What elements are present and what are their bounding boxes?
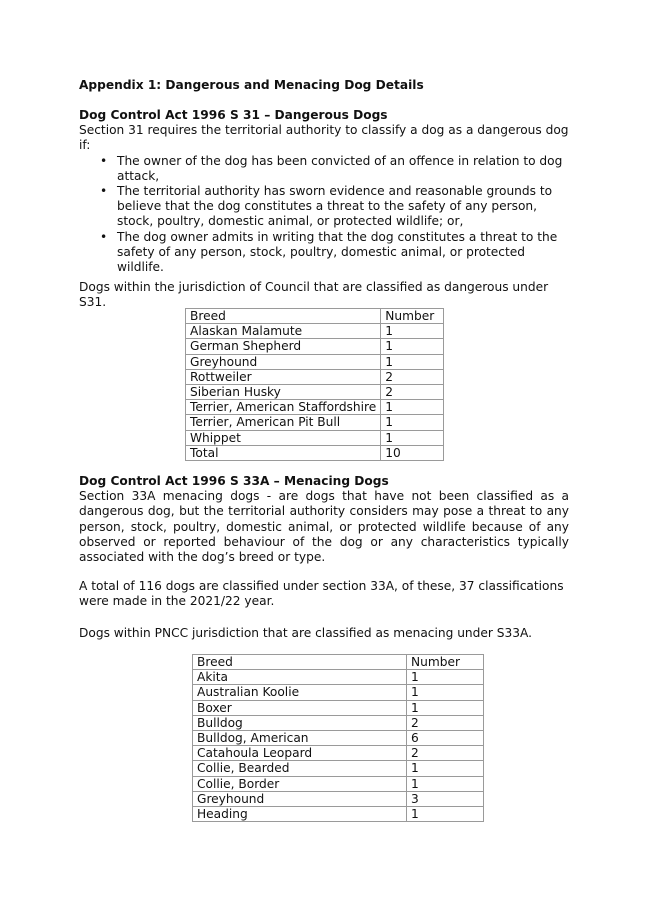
number-cell: 10 — [381, 445, 444, 460]
breed-cell: Akita — [193, 670, 407, 685]
s33a-summary: A total of 116 dogs are classified under section 33A, of these, 37 classifications were made in the 2021/22 year. — [79, 579, 564, 609]
s33a-heading: Dog Control Act 1996 S 33A – Menacing Dogs — [79, 474, 389, 488]
table-row — [186, 400, 444, 415]
table-row — [193, 807, 484, 822]
s33a-definition: Section 33A menacing dogs - are dogs that have not been classified as a dangerous dog, but the territorial authority considers may pose a threat to any person, stock, poultry, domestic animal, or protected wildlife because of any observed or reported behaviour of the dog or any characteristics typically associated with the dog’s breed or type. — [79, 489, 569, 565]
breed-cell: Bulldog, American — [193, 731, 407, 746]
number-cell: 1 — [381, 339, 444, 354]
breed-cell: Bulldog — [193, 715, 407, 730]
number-cell: 2 — [381, 369, 444, 384]
table-header-row — [193, 655, 484, 670]
table-row — [193, 791, 484, 806]
list-item-text: The owner of the dog has been convicted of an offence in relation to dog attack, — [117, 153, 563, 183]
list-item-text: The territorial authority has sworn evidence and reasonable grounds to believe that the dog constitutes a threat to the safety of any person, stock, poultry, domestic animal, or protected wildlife; or, — [117, 184, 553, 229]
s33a-section — [79, 474, 569, 565]
number-cell: 1 — [407, 685, 484, 700]
table-row — [193, 670, 484, 685]
number-cell: 2 — [381, 385, 444, 400]
breed-cell: Collie, Border — [193, 776, 407, 791]
s31-table-caption: Dogs within the jurisdiction of Council that are classified as dangerous under S31. — [79, 280, 549, 310]
table-row — [186, 415, 444, 430]
number-cell: 1 — [381, 400, 444, 415]
bullet-icon: • — [100, 184, 108, 199]
s31-criteria-list — [79, 154, 569, 276]
table-row — [186, 324, 444, 339]
bullet-icon: • — [100, 229, 108, 244]
number-cell: 1 — [407, 761, 484, 776]
list-item — [79, 154, 569, 184]
breed-cell: Heading — [193, 807, 407, 822]
breed-cell: German Shepherd — [186, 339, 381, 354]
number-cell: 1 — [407, 700, 484, 715]
breed-cell: Siberian Husky — [186, 385, 381, 400]
list-item — [79, 230, 569, 276]
number-cell: 6 — [407, 731, 484, 746]
breed-cell: Terrier, American Pit Bull — [186, 415, 381, 430]
breed-cell: Alaskan Malamute — [186, 324, 381, 339]
number-cell: 1 — [407, 670, 484, 685]
column-header-breed: Breed — [193, 655, 407, 670]
table-row — [186, 339, 444, 354]
number-cell: 1 — [407, 807, 484, 822]
table-row — [193, 746, 484, 761]
appendix-title: Appendix 1: Dangerous and Menacing Dog Details — [79, 78, 424, 92]
menacing-dogs-table — [192, 654, 484, 822]
table-total-row — [186, 445, 444, 460]
number-cell: 2 — [407, 746, 484, 761]
breed-cell: Whippet — [186, 430, 381, 445]
breed-cell: Greyhound — [186, 354, 381, 369]
breed-cell: Collie, Bearded — [193, 761, 407, 776]
number-cell: 1 — [381, 324, 444, 339]
breed-cell: Rottweiler — [186, 369, 381, 384]
table-row — [193, 685, 484, 700]
number-cell: 1 — [407, 776, 484, 791]
table-row — [186, 430, 444, 445]
table-header-row — [186, 309, 444, 324]
s33a-table-caption: Dogs within PNCC jurisdiction that are classified as menacing under S33A. — [79, 626, 533, 640]
number-cell: 1 — [381, 430, 444, 445]
table-row — [193, 776, 484, 791]
table-row — [186, 369, 444, 384]
list-item-text: The dog owner admits in writing that the dog constitutes a threat to the safety of any person, stock, poultry, domestic animal, or protected wildlife. — [117, 229, 558, 275]
breed-cell: Greyhound — [193, 791, 407, 806]
breed-cell: Boxer — [193, 700, 407, 715]
breed-cell: Terrier, American Staffordshire — [186, 400, 381, 415]
list-item — [79, 184, 569, 230]
number-cell: 2 — [407, 715, 484, 730]
table-row — [193, 700, 484, 715]
table-row — [193, 761, 484, 776]
table-row — [193, 731, 484, 746]
table-row — [193, 715, 484, 730]
dangerous-dogs-table — [185, 308, 444, 461]
table-row — [186, 354, 444, 369]
breed-cell: Australian Koolie — [193, 685, 407, 700]
table-row — [186, 385, 444, 400]
breed-cell: Total — [186, 445, 381, 460]
number-cell: 1 — [381, 354, 444, 369]
s31-heading: Dog Control Act 1996 S 31 – Dangerous Dogs — [79, 108, 388, 122]
column-header-number: Number — [381, 309, 444, 324]
s31-section — [79, 108, 569, 275]
number-cell: 3 — [407, 791, 484, 806]
s31-intro: Section 31 requires the territorial authority to classify a dog as a dangerous dog if: — [79, 123, 569, 153]
bullet-icon: • — [100, 153, 108, 168]
column-header-breed: Breed — [186, 309, 381, 324]
column-header-number: Number — [407, 655, 484, 670]
breed-cell: Catahoula Leopard — [193, 746, 407, 761]
number-cell: 1 — [381, 415, 444, 430]
